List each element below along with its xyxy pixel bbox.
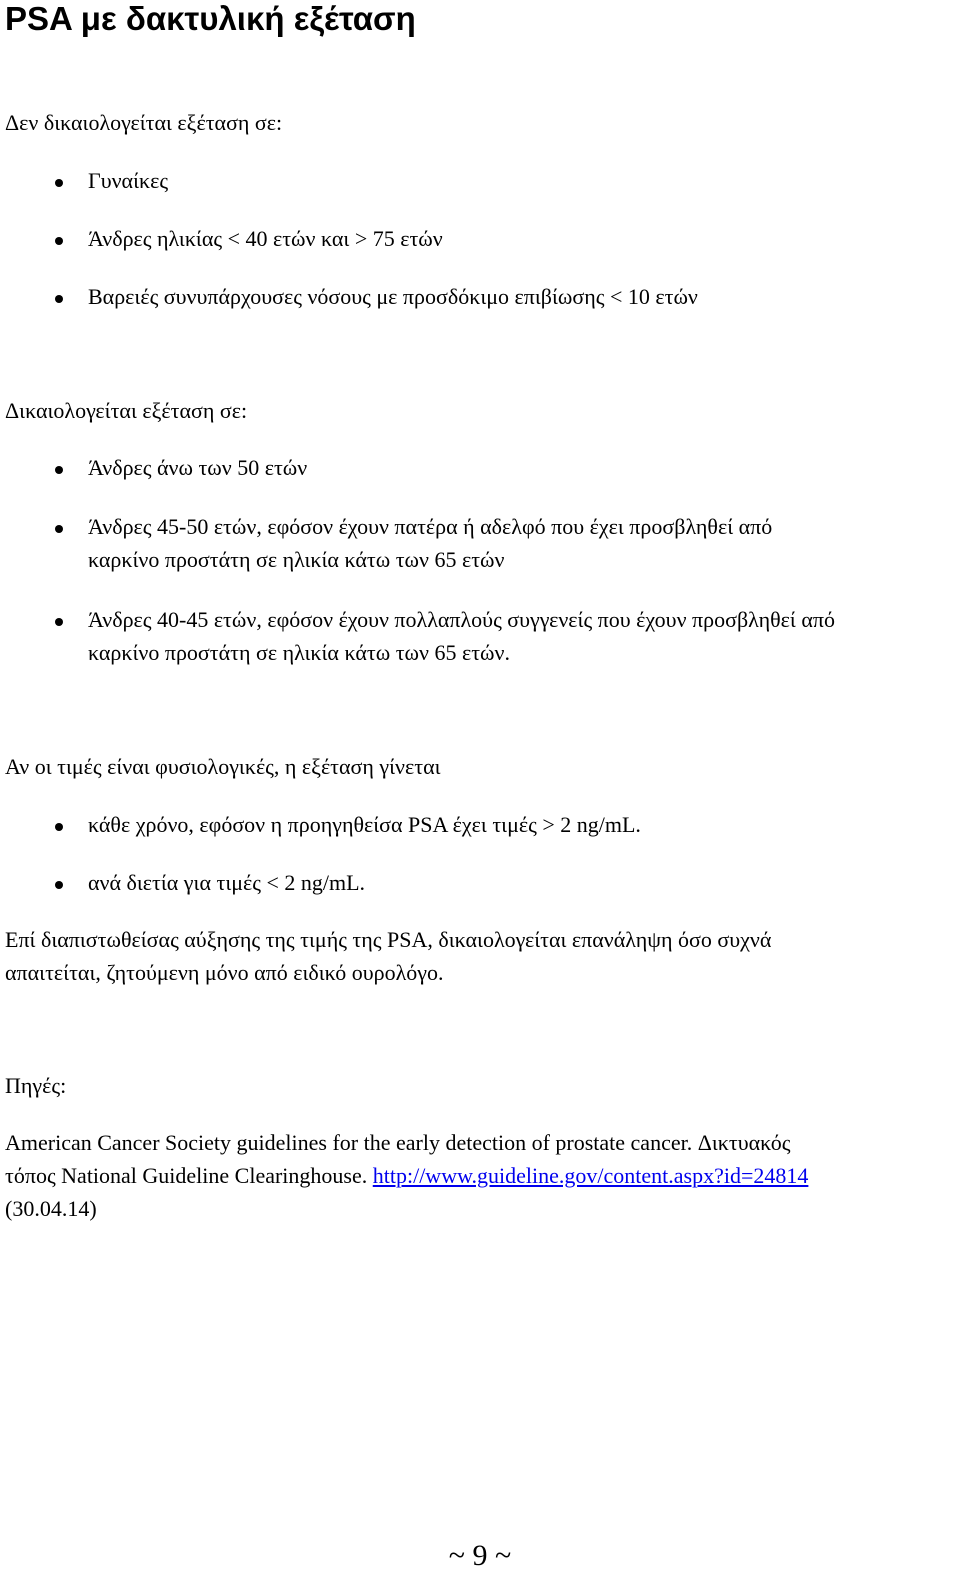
source-link[interactable]: http://www.guideline.gov/content.aspx?id=24814 — [372, 1163, 809, 1188]
sources-heading: Πηγές: — [5, 1073, 67, 1098]
bullet-icon — [55, 295, 63, 303]
increase-note-line: απαιτείται, ζητούμενη μόνο από ειδικό ουρολόγο. — [5, 960, 444, 985]
source-date: (30.04.14) — [5, 1196, 97, 1221]
list-item-text-continuation: καρκίνο προστάτη σε ηλικία κάτω των 65 ετών. — [88, 640, 510, 665]
page-number: ~ 9 ~ — [448, 1539, 512, 1572]
bullet-icon — [55, 179, 63, 187]
bullet-icon — [55, 466, 63, 474]
bullet-icon — [55, 525, 63, 533]
list-item-text: κάθε χρόνο, εφόσον η προηγηθείσα PSA έχει τιμές > 2 ng/mL. — [88, 812, 641, 837]
list-item-text: ανά διετία για τιμές < 2 ng/mL. — [88, 870, 366, 895]
bullet-icon — [55, 237, 63, 245]
page-title: PSA με δακτυλική εξέταση — [5, 0, 416, 37]
section-heading-normal-values: Αν οι τιμές είναι φυσιολογικές, η εξέταση γίνεται — [5, 754, 441, 779]
list-item-text-continuation: καρκίνο προστάτη σε ηλικία κάτω των 65 ετών — [88, 547, 505, 572]
list-item-text: Άνδρες 40-45 ετών, εφόσον έχουν πολλαπλούς συγγενείς που έχουν προσβληθεί από — [88, 607, 835, 632]
source-citation: American Cancer Society guidelines for the early detection of prostate cancer. Δικτυακός — [5, 1130, 791, 1155]
section-heading-justified: Δικαιολογείται εξέταση σε: — [5, 398, 248, 423]
bullet-icon — [55, 618, 63, 626]
source-citation-continuation — [5, 1159, 808, 1192]
bullet-icon — [55, 881, 63, 889]
list-item-text: Γυναίκες — [88, 168, 169, 193]
section-heading-not-justified: Δεν δικαιολογείται εξέταση σε: — [5, 110, 283, 135]
source-citation-text: τόπος National Guideline Clearinghouse. — [5, 1163, 373, 1188]
list-item-text: Άνδρες 45-50 ετών, εφόσον έχουν πατέρα ή αδελφό που έχει προσβληθεί από — [88, 514, 773, 539]
increase-note-line: Επί διαπιστωθείσας αύξησης της τιμής της PSA, δικαιολογείται επανάληψη όσο συχνά — [5, 927, 772, 952]
list-item-text: Άνδρες ηλικίας < 40 ετών και > 75 ετών — [88, 226, 443, 251]
bullet-icon — [55, 823, 63, 831]
list-item-text: Άνδρες άνω των 50 ετών — [88, 455, 308, 480]
list-item-text: Βαρειές συνυπάρχουσες νόσους με προσδόκιμο επιβίωσης < 10 ετών — [88, 284, 698, 309]
